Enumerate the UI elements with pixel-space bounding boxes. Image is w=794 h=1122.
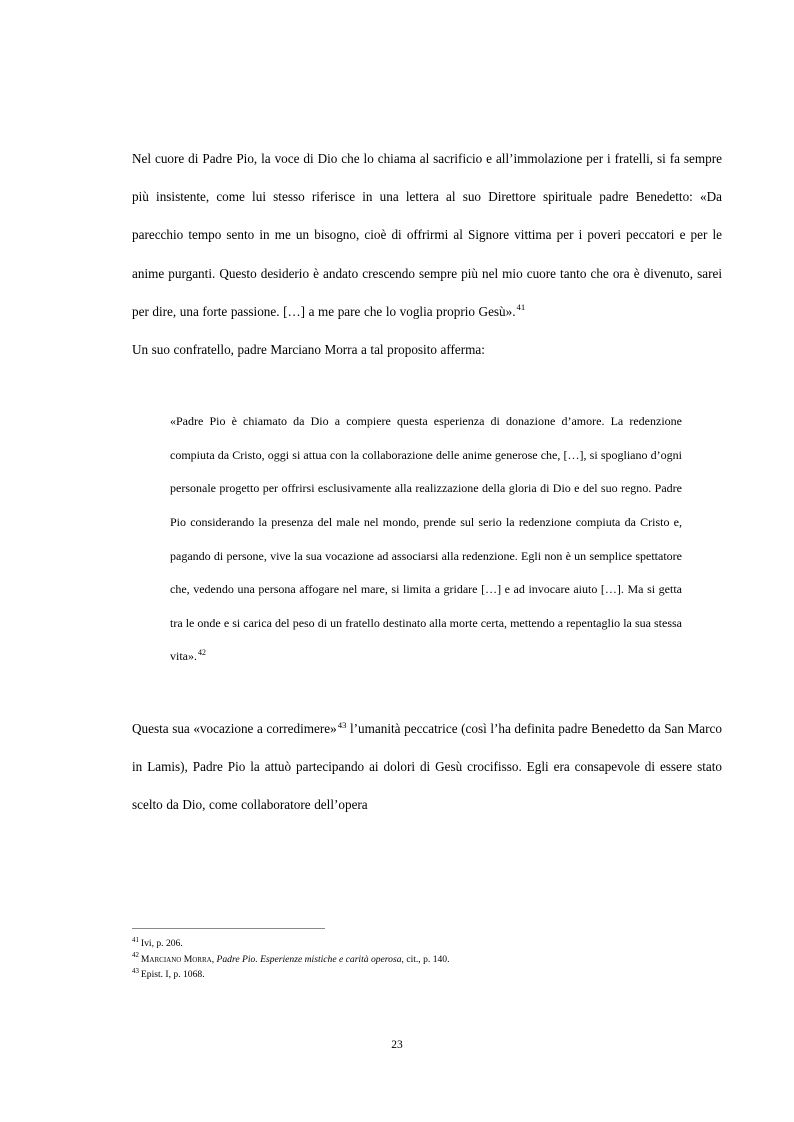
blockquote-container <box>132 405 722 674</box>
footnote-section <box>132 928 722 983</box>
footnote-41 <box>132 936 722 952</box>
blockquote-text: «Padre Pio è chiamato da Dio a compiere questa esperienza di donazione d’amore. La redenzione compiuta da Cristo, oggi si attua con la collaborazione delle anime generose che, […], si spogliano d’ogni personale progetto per offrirsi esclusivamente alla realizzazione della gloria di Dio e del suo regno. Padre Pio considerando la presenza del male nel mondo, prende sul serio la redenzione compiuta da Cristo e, pagando di persone, vive la sua vocazione ad associarsi alla redenzione. Egli non è un semplice spettatore che, vedendo una persona affogare nel mare, si limita a gridare […] e ad invocare aiuto […]. Ma si getta tra le onde e si carica del peso di un fratello destinato alla morte certa, mettendo a repentaglio la sua stessa vita». <box>170 414 682 664</box>
footnote-marker-41[interactable]: 41 <box>516 302 526 313</box>
footnote-marker-43[interactable]: 43 <box>337 719 347 730</box>
footnote-42-separator: , <box>211 953 217 965</box>
footnote-marker-42[interactable]: 42 <box>198 648 206 658</box>
footnote-42-citation: , cit., p. 140. <box>401 953 450 965</box>
footnote-42 <box>132 952 722 968</box>
footnote-41-text: Ivi, p. 206. <box>140 938 183 949</box>
footnote-43-text: Epist. I, p. 1068. <box>140 969 205 981</box>
body-paragraph-1 <box>132 140 722 331</box>
footnote-42-author: Marciano Morra <box>140 953 212 965</box>
footnote-separator-rule <box>132 928 325 929</box>
page-number: 23 <box>391 1039 403 1051</box>
footnote-42-number: 42 <box>132 952 139 960</box>
body-paragraph-3-lead: Questa sua «vocazione a corredimere» <box>132 720 337 736</box>
body-paragraph-3 <box>132 710 722 825</box>
blockquote-marciano-morra <box>170 405 682 674</box>
footnote-43 <box>132 967 722 983</box>
body-paragraph-2: Un suo confratello, padre Marciano Morra a tal proposito afferma: <box>132 342 485 358</box>
footnote-41-number: 41 <box>132 936 139 944</box>
page-body-content <box>132 140 722 825</box>
footnote-42-title: Padre Pio. Esperienze mistiche e carità operosa <box>216 953 402 965</box>
body-paragraph-3-tail: l’umanità peccatrice (così l’ha definita padre Benedetto da San Marco in Lamis), Padre Pio la attuò partecipando ai dolori di Gesù crocifisso. Egli era consapevole di essere stato scelto da Dio, come collaboratore dell’opera <box>132 720 722 813</box>
footnote-43-number: 43 <box>132 968 139 975</box>
body-paragraph-1-text: Nel cuore di Padre Pio, la voce di Dio che lo chiama al sacrificio e all’immolazione per i fratelli, si fa sempre più insistente, come lui stesso riferisce in una lettera al suo Direttore spirituale padre Benedetto: «Da parecchio tempo sento in me un bisogno, cioè di offrirmi al Signore vittima per i poveri peccatori e per le anime purganti. Questo desiderio è andato crescendo sempre più nel mio cuore tanto che ora è divenuto, sarei per dire, una forte passione. […] a me pare che lo voglia proprio Gesù». <box>132 151 722 319</box>
